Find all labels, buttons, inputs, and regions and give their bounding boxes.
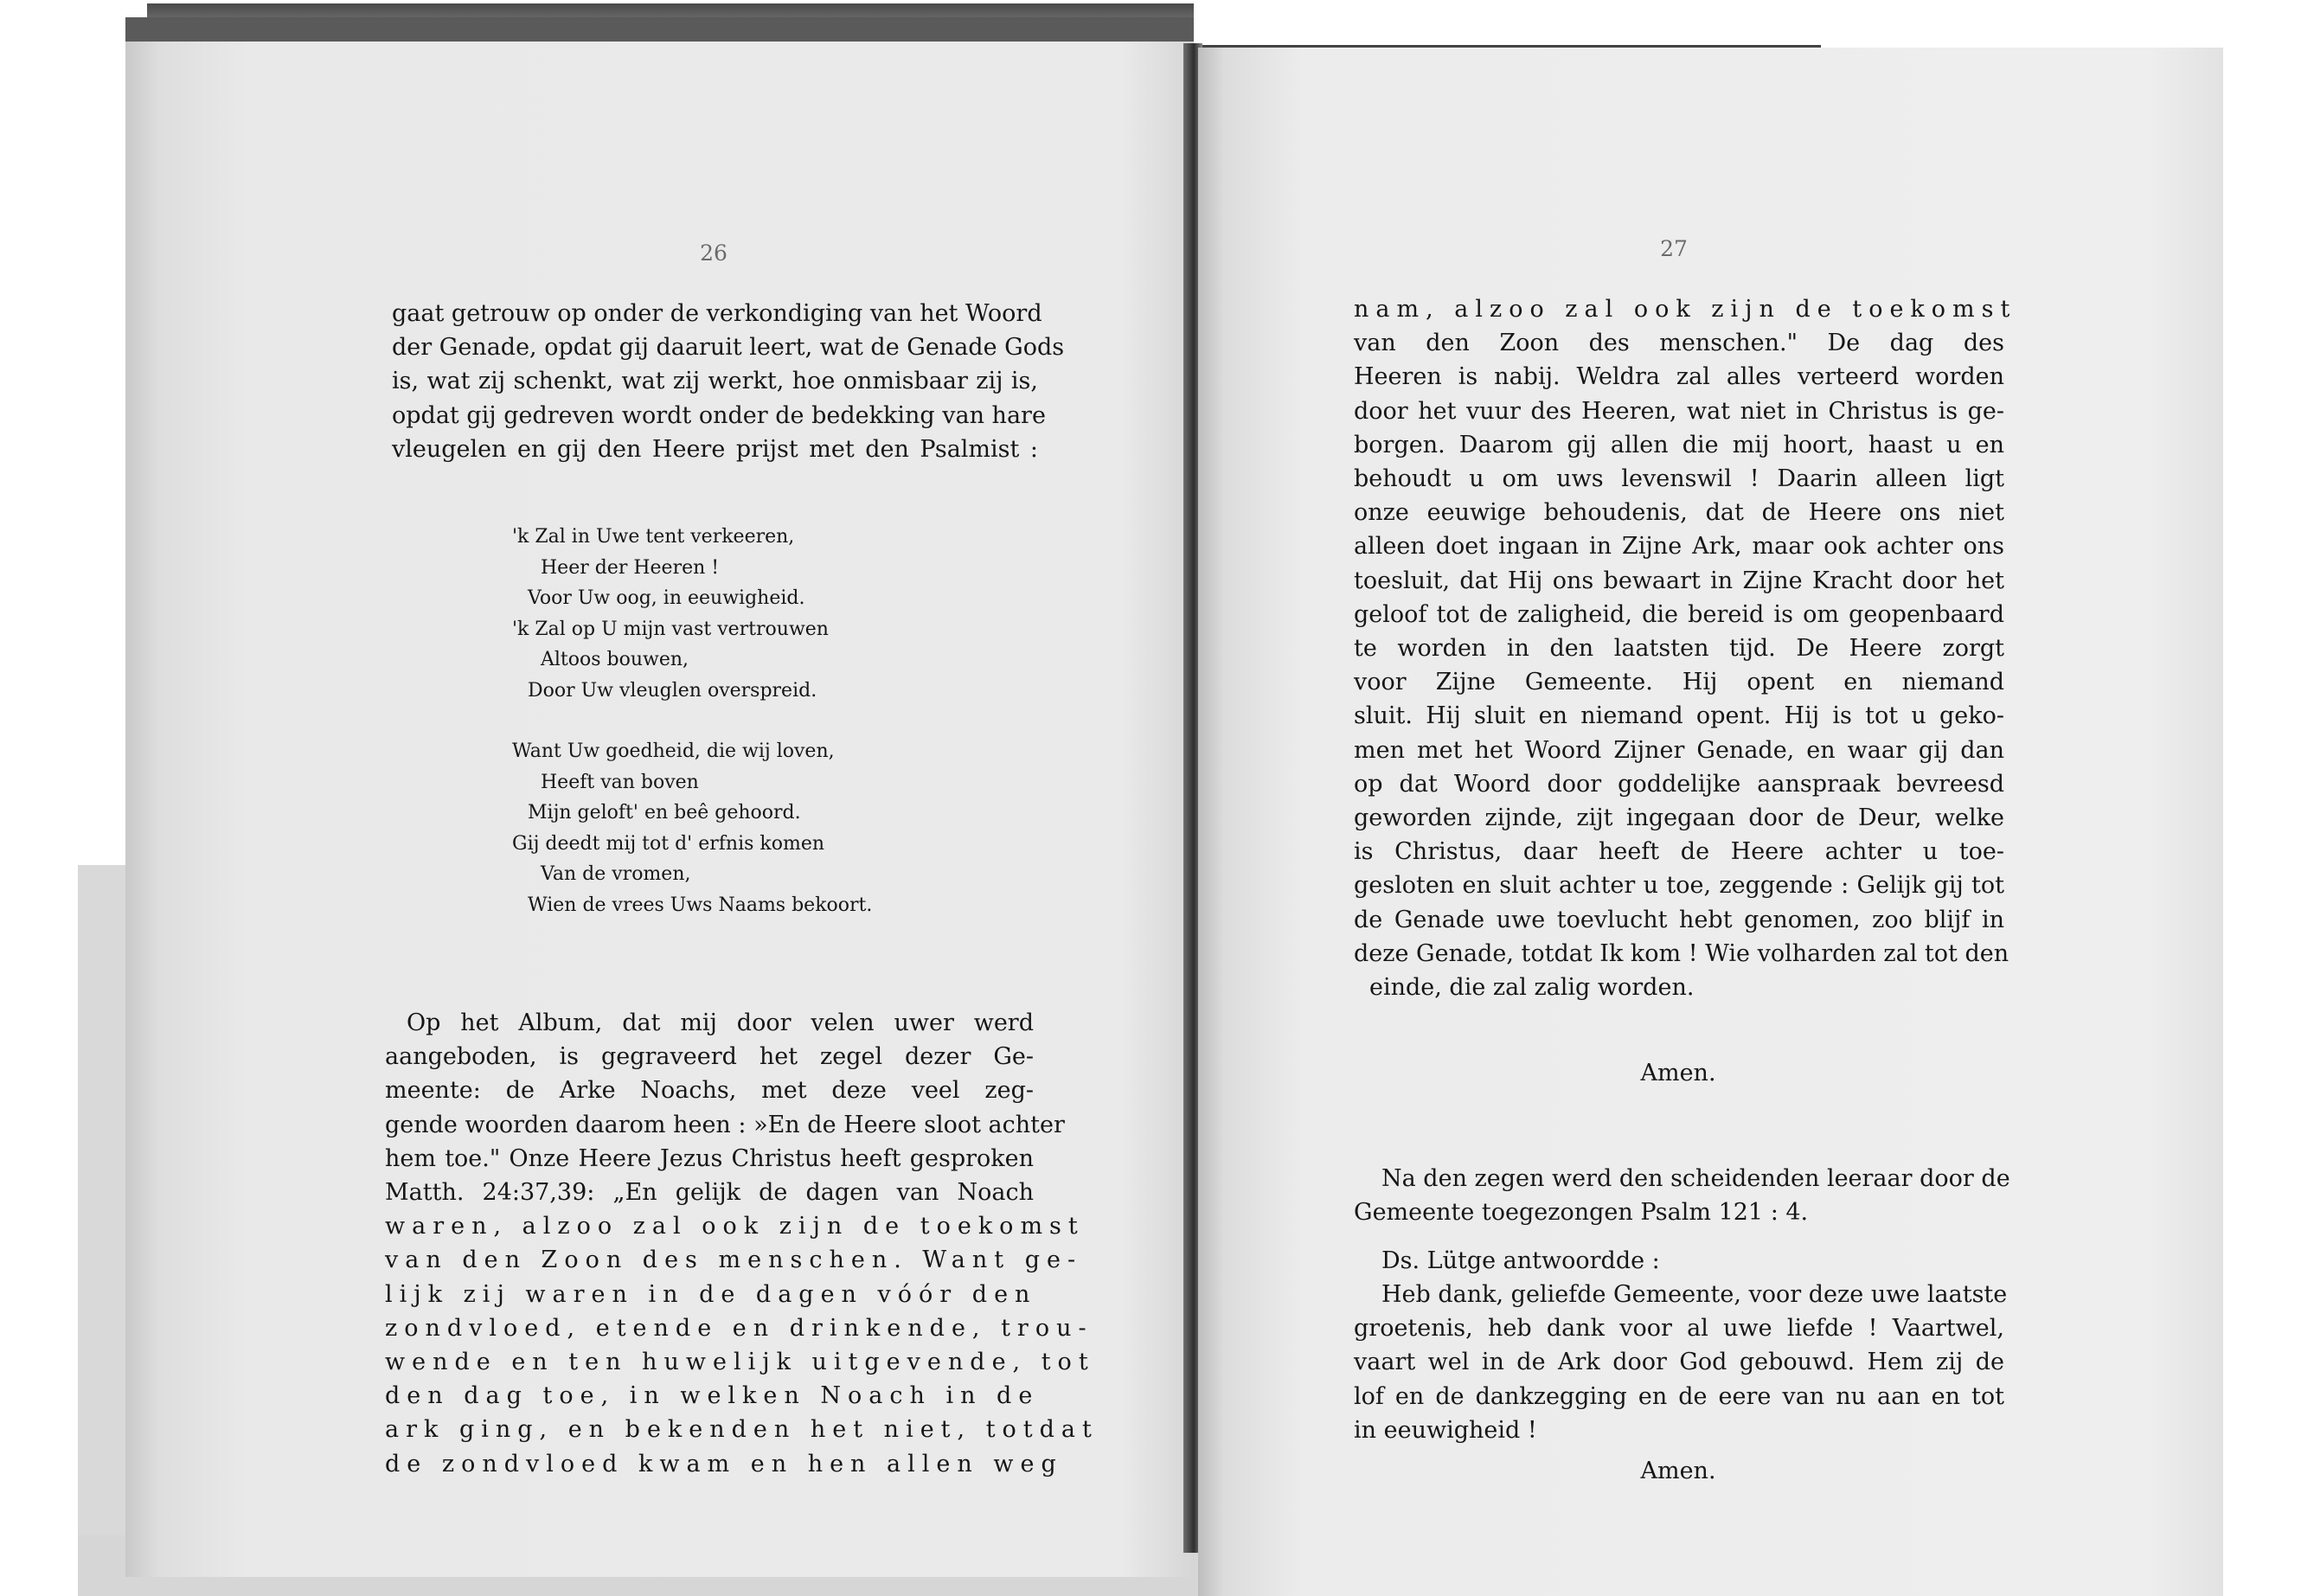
text-line: vaart wel in de Ark door God gebouwd. Hem zij de [1354,1349,2004,1376]
text-line: gaat getrouw op onder de verkondiging van het Woord [392,300,1042,327]
text-line: der Genade, opdat gij daaruit leert, wat de Genade Gods [392,334,1065,362]
text-line: van den Zoon des menschen." De dag des [1354,330,2004,357]
text-line: door het vuur des Heeren, wat niet in Christus is ge- [1354,397,2004,425]
poem-line: Heeft van boven [541,771,699,793]
text-line: voor Zijne Gemeente. Hij opent en niemand [1354,669,2004,696]
poem-line: Van de vromen, [541,863,691,885]
text-line: de Genade uwe toevlucht hebt genomen, zoo blijf in [1354,906,2004,933]
text-line: opdat gij gedreven wordt onder de bedekking van hare [392,401,1046,429]
text-line: is, wat zij schenkt, wat zij werkt, hoe onmisbaar zij is, [392,368,1038,395]
text-line: toesluit, dat Hij ons bewaart in Zijne Kracht door het [1354,567,2004,594]
text-line: nam, alzoo zal ook zijn de toekomst [1354,296,2017,323]
poem-line: Altoos bouwen, [541,649,689,670]
amen-1: Amen. [1640,1060,1716,1086]
poem-line: Mijn geloft' en beê gehoord. [528,802,801,824]
poem-line: 'k Zal in Uwe tent verkeeren, [512,526,795,548]
text-line: sluit. Hij sluit en niemand opent. Hij is tot u geko- [1354,702,2004,730]
text-line: aangeboden, is gegraveerd het zegel dezer Ge- [385,1043,1034,1071]
text-line: men met het Woord Zijner Genade, en waar gij dan [1354,736,2004,764]
text-line: deze Genade, totdat Ik kom ! Wie volharden zal tot den [1354,939,2009,967]
right-page [1198,48,2223,1596]
text-line: lof en de dankzegging en de eere van nu aan en tot [1354,1382,2004,1410]
text-line: is Christus, daar heeft de Heere achter u toe- [1354,838,2004,866]
poem-line: Gij deedt mij tot d' erfnis komen [512,832,825,855]
text-line: alleen doet ingaan in Zijne Ark, maar ook achter ons [1354,533,2004,561]
text-line: den dag toe, in welken Noach in de [385,1382,1040,1410]
text-line: wende en ten huwelijk uitgevende, tot [385,1349,1095,1376]
text-line: gende woorden daarom heen : »En de Heere sloot achter [385,1111,1065,1138]
poem-line: Wien de vrees Uws Naams bekoort. [528,894,873,916]
poem-line: Want Uw goedheid, die wij loven, [512,740,835,762]
poem-stanza-2 [512,736,997,920]
after-blessing-paragraph [1354,1162,2010,1229]
left-intro-paragraph [392,297,1065,466]
text-line: ark ging, en bekenden het niet, totdat [385,1416,1099,1444]
text-line: onze eeuwige behoudenis, dat de Heere ons niet [1354,499,2004,527]
text-line: geworden zijnde, zijt ingegaan door de Deur, welke [1354,804,2004,832]
page-number-right: 27 [1660,236,1688,261]
left-body-paragraph [385,1006,1099,1481]
text-line: de zondvloed kwam en hen allen weg [385,1450,1063,1477]
poem-line: Voor Uw oog, in eeuwigheid. [528,587,805,609]
scan-background-left [78,865,130,1596]
text-line: Heeren is nabij. Weldra zal alles verteerd worden [1354,363,2004,391]
reply-intro: Ds. Lütge antwoordde : [1381,1247,1660,1274]
text-line: Matth. 24:37,39: „En gelijk de dagen van Noach [385,1179,1034,1207]
amen-2: Amen. [1640,1458,1716,1484]
text-line: waren, alzoo zal ook zijn de toekomst [385,1213,1085,1240]
text-line: meente: de Arke Noachs, met deze veel zeg- [385,1077,1034,1105]
poem-line: 'k Zal op U mijn vast vertrouwen [512,618,829,640]
page-number-left: 26 [700,240,727,266]
text-line: Gemeente toegezongen Psalm 121 : 4. [1354,1199,1809,1227]
poem-line: Heer der Heeren ! [541,556,720,579]
psalm-poem [512,522,997,951]
text-line: Op het Album, dat mij door velen uwer werd [407,1010,1034,1036]
scan-top-edge-shadow [147,3,1194,47]
text-line: borgen. Daarom gij allen die mij hoort, haast u en [1354,431,2004,458]
text-line: vleugelen en gij den Heere prijst met den Psalmist : [392,435,1038,463]
reply-paragraph [1354,1278,2008,1447]
text-line: gesloten en sluit achter u toe, zeggende : Gelijk gij tot [1354,872,2004,900]
text-line: op dat Woord door goddelijke aanspraak bevreesd [1354,770,2004,798]
text-line: groetenis, heb dank voor al uwe liefde ! Vaartwel, [1354,1315,2004,1343]
left-page [125,42,1194,1577]
text-line: zondvloed, etende en drinkende, trou- [385,1314,1093,1342]
text-line: behoudt u om uws levenswil ! Daarin alleen ligt [1354,465,2004,493]
right-body-paragraph [1354,292,2017,1004]
poem-line: Door Uw vleuglen overspreid. [528,679,817,702]
text-line: in eeuwigheid ! [1354,1416,1537,1444]
poem-stanza-1 [512,522,997,706]
text-line: lijk zij waren in de dagen vóór den [385,1280,1037,1308]
text-line: Na den zegen werd den scheidenden leeraar door de [1381,1165,2010,1192]
text-line: van den Zoon des menschen. Want ge- [385,1247,1083,1274]
text-line: Heb dank, geliefde Gemeente, voor deze uwe laatste [1381,1281,2008,1308]
text-line: einde, die zal zalig worden. [1369,974,1695,1002]
text-line: hem toe." Onze Heere Jezus Christus heeft gesproken [385,1144,1034,1172]
text-line: geloof tot de zaligheid, die bereid is om geopenbaard [1354,600,2004,628]
text-line: te worden in den laatsten tijd. De Heere zorgt [1354,635,2004,663]
